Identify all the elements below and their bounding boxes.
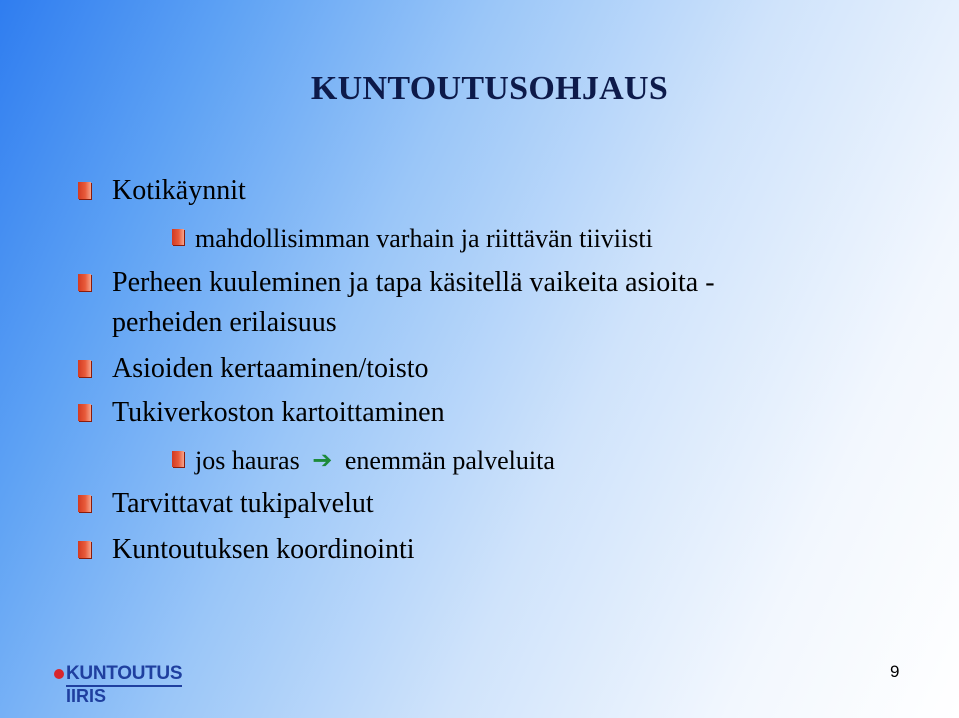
bullet-marker-icon — [78, 541, 91, 558]
right-arrow-icon: ➔ — [312, 446, 333, 474]
logo-text-primary: KUNTOUTUS — [66, 663, 183, 684]
bullet-marker-icon — [78, 360, 91, 377]
slide-title: KUNTOUTUSOHJAUS — [310, 70, 669, 107]
bullet-item: Kuntoutuksen koordinointi — [112, 534, 415, 565]
kuntoutus-iiris-logo — [54, 664, 194, 708]
sub-bullet-marker-icon — [172, 229, 184, 245]
bullet-item: Perheen kuuleminen ja tapa käsitellä vaikeita asioita - — [112, 267, 715, 298]
sub-bullet-item: mahdollisimman varhain ja riittävän tiiviisti — [195, 224, 653, 253]
bullet-marker-icon — [78, 404, 91, 421]
logo-text-secondary: IIRIS — [66, 686, 107, 706]
logo-dot-icon — [54, 669, 64, 679]
page-number: 9 — [890, 662, 900, 681]
bullet-marker-icon — [78, 182, 91, 199]
bullet-marker-icon — [78, 495, 91, 512]
bullet-marker-icon — [78, 274, 91, 291]
bullet-item: Tarvittavat tukipalvelut — [112, 488, 374, 519]
bullet-item: Asioiden kertaaminen/toisto — [112, 353, 429, 384]
sub-bullet-marker-icon — [172, 451, 184, 467]
bullet-item: Tukiverkoston kartoittaminen — [112, 397, 445, 428]
bullet-item-continuation: perheiden erilaisuus — [112, 307, 337, 338]
sub-bullet-item — [195, 443, 555, 478]
sub-bullet-text-before: jos hauras — [195, 446, 300, 475]
bullet-item: Kotikäynnit — [112, 175, 246, 206]
sub-bullet-text-after: enemmän palveluita — [344, 446, 555, 475]
